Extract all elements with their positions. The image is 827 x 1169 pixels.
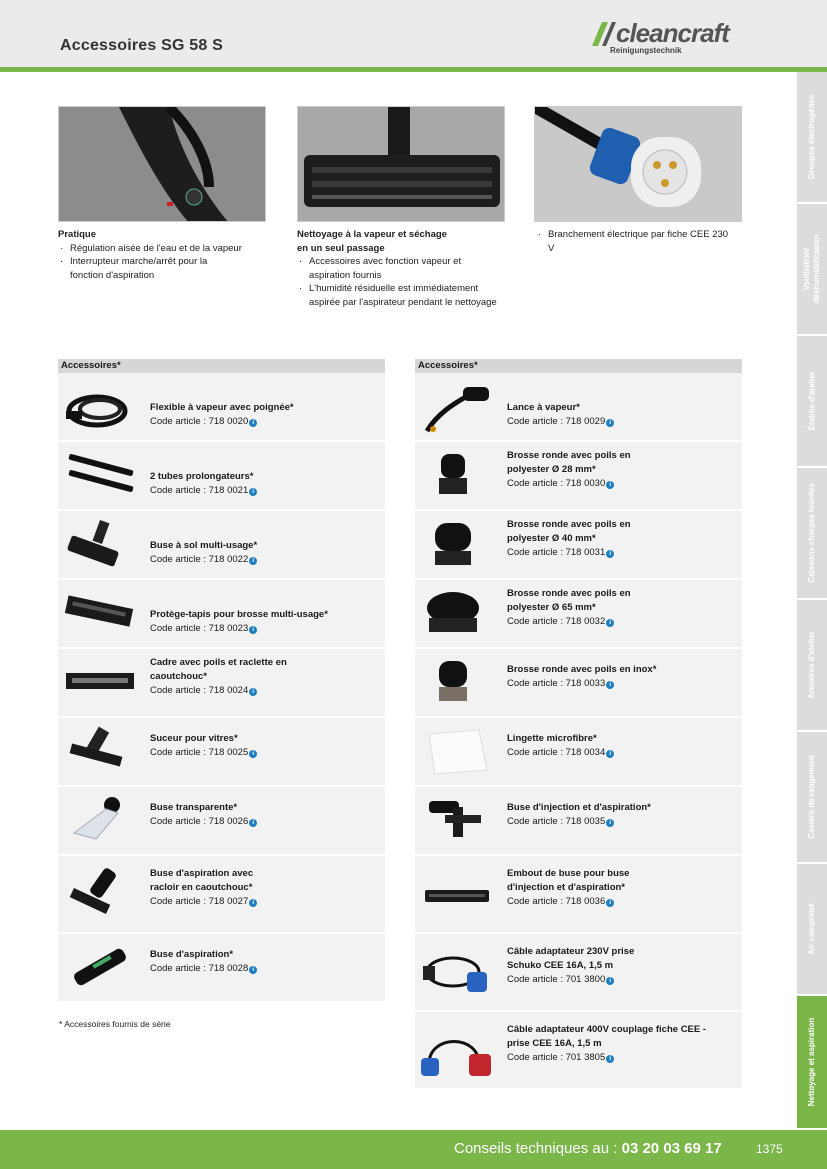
info-icon[interactable]: i: [249, 819, 257, 827]
item-code: [507, 415, 614, 429]
item-code: [150, 684, 300, 698]
side-tab-label: Caissons charges lourdes: [807, 483, 816, 583]
table-row: [415, 373, 742, 442]
info-icon[interactable]: i: [606, 750, 614, 758]
floor-nozzle-image: [62, 519, 140, 575]
feature-subtitle: en un seul passage: [297, 242, 385, 254]
side-tab-groupes[interactable]: [797, 72, 827, 204]
bristle-frame-image: [62, 657, 140, 713]
item-code: [150, 484, 257, 498]
microfibre-cloth-image: [419, 726, 497, 782]
table-row: [58, 580, 385, 649]
table-row: [415, 511, 742, 580]
item-code-text: Code article : 718 0036: [507, 896, 606, 907]
side-tab-label: Groupes électrogènes: [807, 94, 817, 180]
footer-phone[interactable]: 03 20 03 69 17: [621, 1140, 722, 1157]
item-code-text: Code article : 718 0024: [150, 685, 249, 696]
adapter-cable-230v-image: [419, 946, 497, 1002]
nozzle-tip-image: [419, 868, 497, 924]
side-tab-label: Nettoyage et aspiration: [807, 1017, 816, 1107]
feature-text-1: [58, 228, 278, 282]
item-name: Brosse ronde avec poils en polyester Ø 65 mm*: [507, 588, 631, 613]
page-footer: [0, 1130, 827, 1169]
side-tab-label: Établis d'atelier: [807, 371, 816, 431]
item-name: Brosse ronde avec poils en inox*: [507, 664, 657, 675]
transparent-nozzle-image: [62, 795, 140, 851]
steam-lance-image: [419, 381, 497, 437]
feature-bullet: · Interrupteur marche/arrêt pour la fonction d'aspiration: [58, 255, 233, 282]
info-icon[interactable]: i: [606, 550, 614, 558]
item-code-text: Code article : 718 0029: [507, 416, 606, 427]
feature-bullet: · Branchement électrique par fiche CEE 230 V: [536, 228, 736, 255]
item-code: [150, 895, 280, 909]
info-icon[interactable]: i: [606, 419, 614, 427]
carpet-protector-image: [62, 588, 140, 644]
adapter-cable-400v-image: [419, 1024, 497, 1080]
category-sidebar: [797, 72, 827, 1130]
table-row: [58, 856, 385, 934]
footer-prefix: Conseils techniques au :: [454, 1140, 622, 1157]
feature-title: Nettoyage à la vapeur et séchage: [297, 229, 447, 240]
item-code: [507, 477, 632, 491]
logo-text: cleancraft: [616, 18, 729, 48]
feature-bullet: · Accessoires avec fonction vapeur et aspiration fournis: [297, 255, 472, 282]
window-nozzle-image: [62, 726, 140, 782]
info-icon[interactable]: i: [606, 1055, 614, 1063]
item-name: Buse d'aspiration avec racloir en caoutchouc*: [150, 868, 254, 893]
table-row: [415, 442, 742, 511]
item-code: [150, 746, 257, 760]
table-row: [415, 580, 742, 649]
info-icon[interactable]: i: [249, 419, 257, 427]
item-code: [507, 746, 614, 760]
item-code-text: Code article : 718 0031: [507, 547, 606, 558]
feature-text-3: [536, 228, 736, 255]
item-code: [507, 677, 656, 691]
item-code-text: Code article : 718 0023: [150, 623, 249, 634]
item-code-text: Code article : 701 3800: [507, 974, 606, 985]
side-tab-label: Ventilation/ déshumidification: [802, 234, 821, 304]
footer-contact: [454, 1140, 722, 1157]
info-icon[interactable]: i: [606, 481, 614, 489]
item-name: Câble adaptateur 400V couplage fiche CEE - prise CEE 16A, 1,5 m: [507, 1024, 707, 1049]
feature-text-2: [297, 228, 507, 309]
table-row: [415, 787, 742, 856]
item-code-text: Code article : 718 0021: [150, 485, 249, 496]
item-name: Flexible à vapeur avec poignée*: [150, 402, 294, 413]
injection-nozzle-image: [419, 795, 497, 851]
item-name: Buse d'injection et d'aspiration*: [507, 802, 651, 813]
round-brush-65-image: [419, 588, 497, 644]
info-icon[interactable]: i: [249, 966, 257, 974]
table-row: [58, 511, 385, 580]
item-name: Buse transparente*: [150, 802, 238, 813]
item-code-text: Code article : 718 0028: [150, 963, 249, 974]
feature-bullet: · L'humidité résiduelle est immédiatement aspirée par l'aspirateur pendant le nettoyage: [297, 282, 497, 309]
item-code: [507, 615, 632, 629]
feature-image-cee-plug: [534, 106, 742, 222]
table-row: [58, 934, 385, 1003]
item-code-text: Code article : 718 0022: [150, 554, 249, 565]
info-icon[interactable]: i: [606, 899, 614, 907]
accessories-table-right: [415, 359, 742, 1090]
info-icon[interactable]: i: [249, 899, 257, 907]
item-name: Lance à vapeur*: [507, 402, 580, 413]
item-code: [150, 415, 294, 429]
info-icon[interactable]: i: [249, 688, 257, 696]
round-brush-inox-image: [419, 657, 497, 713]
side-tab-armoires[interactable]: [797, 600, 827, 732]
side-tab-ventilation[interactable]: [797, 204, 827, 336]
item-code-text: Code article : 701 3805: [507, 1052, 606, 1063]
table-row: [58, 373, 385, 442]
feature-image-floor-nozzle: [297, 106, 505, 222]
item-name: Câble adaptateur 230V prise Schuko CEE 16A, 1,5 m: [507, 946, 635, 971]
item-code: [150, 553, 257, 567]
round-brush-28-image: [419, 450, 497, 506]
page-number: 1375: [756, 1142, 783, 1156]
info-icon[interactable]: i: [606, 977, 614, 985]
side-tab-air[interactable]: [797, 864, 827, 996]
item-code: [507, 815, 651, 829]
feature-title: Pratique: [58, 229, 97, 240]
table-row: [415, 1012, 742, 1090]
table-row: [415, 649, 742, 718]
info-icon[interactable]: i: [606, 619, 614, 627]
suction-nozzle-image: [62, 942, 140, 998]
item-code: [507, 1051, 727, 1065]
table-row: [58, 787, 385, 856]
side-tab-label: Casiers de rangement: [807, 755, 816, 839]
item-code: [150, 815, 257, 829]
page-header: [0, 0, 827, 72]
suction-nozzle-squeegee-image: [62, 868, 140, 924]
item-code-text: Code article : 718 0034: [507, 747, 606, 758]
feature-image-handle: [58, 106, 266, 222]
item-code-text: Code article : 718 0032: [507, 616, 606, 627]
item-name: Embout de buse pour buse d'injection et d'aspiration*: [507, 868, 630, 893]
item-name: Buse à sol multi-usage*: [150, 540, 258, 551]
item-name: 2 tubes prolongateurs*: [150, 471, 254, 482]
accessories-table-left: [58, 359, 385, 1003]
extension-tubes-image: [62, 450, 140, 506]
footnote: * Accessoires fournis de série: [59, 1019, 171, 1029]
table-row: [415, 856, 742, 934]
item-name: Buse d'aspiration*: [150, 949, 234, 960]
steam-hose-image: [62, 381, 140, 437]
item-code: [150, 622, 328, 636]
item-name: Suceur pour vitres*: [150, 733, 238, 744]
item-code-text: Code article : 718 0027: [150, 896, 249, 907]
cleancraft-logo: [588, 16, 798, 58]
table-row: [58, 649, 385, 718]
info-icon[interactable]: i: [249, 488, 257, 496]
info-icon[interactable]: i: [606, 819, 614, 827]
item-code: [150, 962, 257, 976]
side-tab-etablis[interactable]: [797, 336, 827, 468]
table-row: [58, 718, 385, 787]
item-code-text: Code article : 718 0030: [507, 478, 606, 489]
item-code-text: Code article : 718 0035: [507, 816, 606, 827]
side-tab-casiers[interactable]: [797, 732, 827, 864]
header-accent-line: [0, 67, 827, 72]
side-tab-label: Air comprimé: [807, 903, 817, 955]
info-icon[interactable]: i: [249, 626, 257, 634]
item-name: Cadre avec poils et raclette en caoutchouc*: [150, 657, 287, 682]
item-name: Protège-tapis pour brosse multi-usage*: [150, 609, 328, 620]
side-tab-caissons[interactable]: [797, 468, 827, 600]
item-code-text: Code article : 718 0025: [150, 747, 249, 758]
side-tab-label: Armoires d'atelier: [807, 631, 816, 699]
item-code: [507, 546, 632, 560]
table-heading: Accessoires*: [58, 359, 385, 373]
table-row: [415, 934, 742, 1012]
table-heading: Accessoires*: [415, 359, 742, 373]
item-code: [507, 973, 657, 987]
info-icon[interactable]: i: [249, 750, 257, 758]
item-code: [507, 895, 657, 909]
item-name: Lingette microfibre*: [507, 733, 597, 744]
table-row: [58, 442, 385, 511]
side-tab-nettoyage[interactable]: [797, 996, 827, 1130]
item-name: Brosse ronde avec poils en polyester Ø 40 mm*: [507, 519, 631, 544]
info-icon[interactable]: i: [606, 681, 614, 689]
item-code-text: Code article : 718 0026: [150, 816, 249, 827]
table-row: [415, 718, 742, 787]
item-name: Brosse ronde avec poils en polyester Ø 28 mm*: [507, 450, 631, 475]
page-title: Accessoires SG 58 S: [60, 37, 224, 54]
item-code-text: Code article : 718 0033: [507, 678, 606, 689]
item-code-text: Code article : 718 0020: [150, 416, 249, 427]
round-brush-40-image: [419, 519, 497, 575]
feature-bullet: · Régulation aisée de l'eau et de la vapeur: [58, 242, 278, 256]
info-icon[interactable]: i: [249, 557, 257, 565]
logo-subtitle: Reinigungstechnik: [610, 46, 682, 55]
